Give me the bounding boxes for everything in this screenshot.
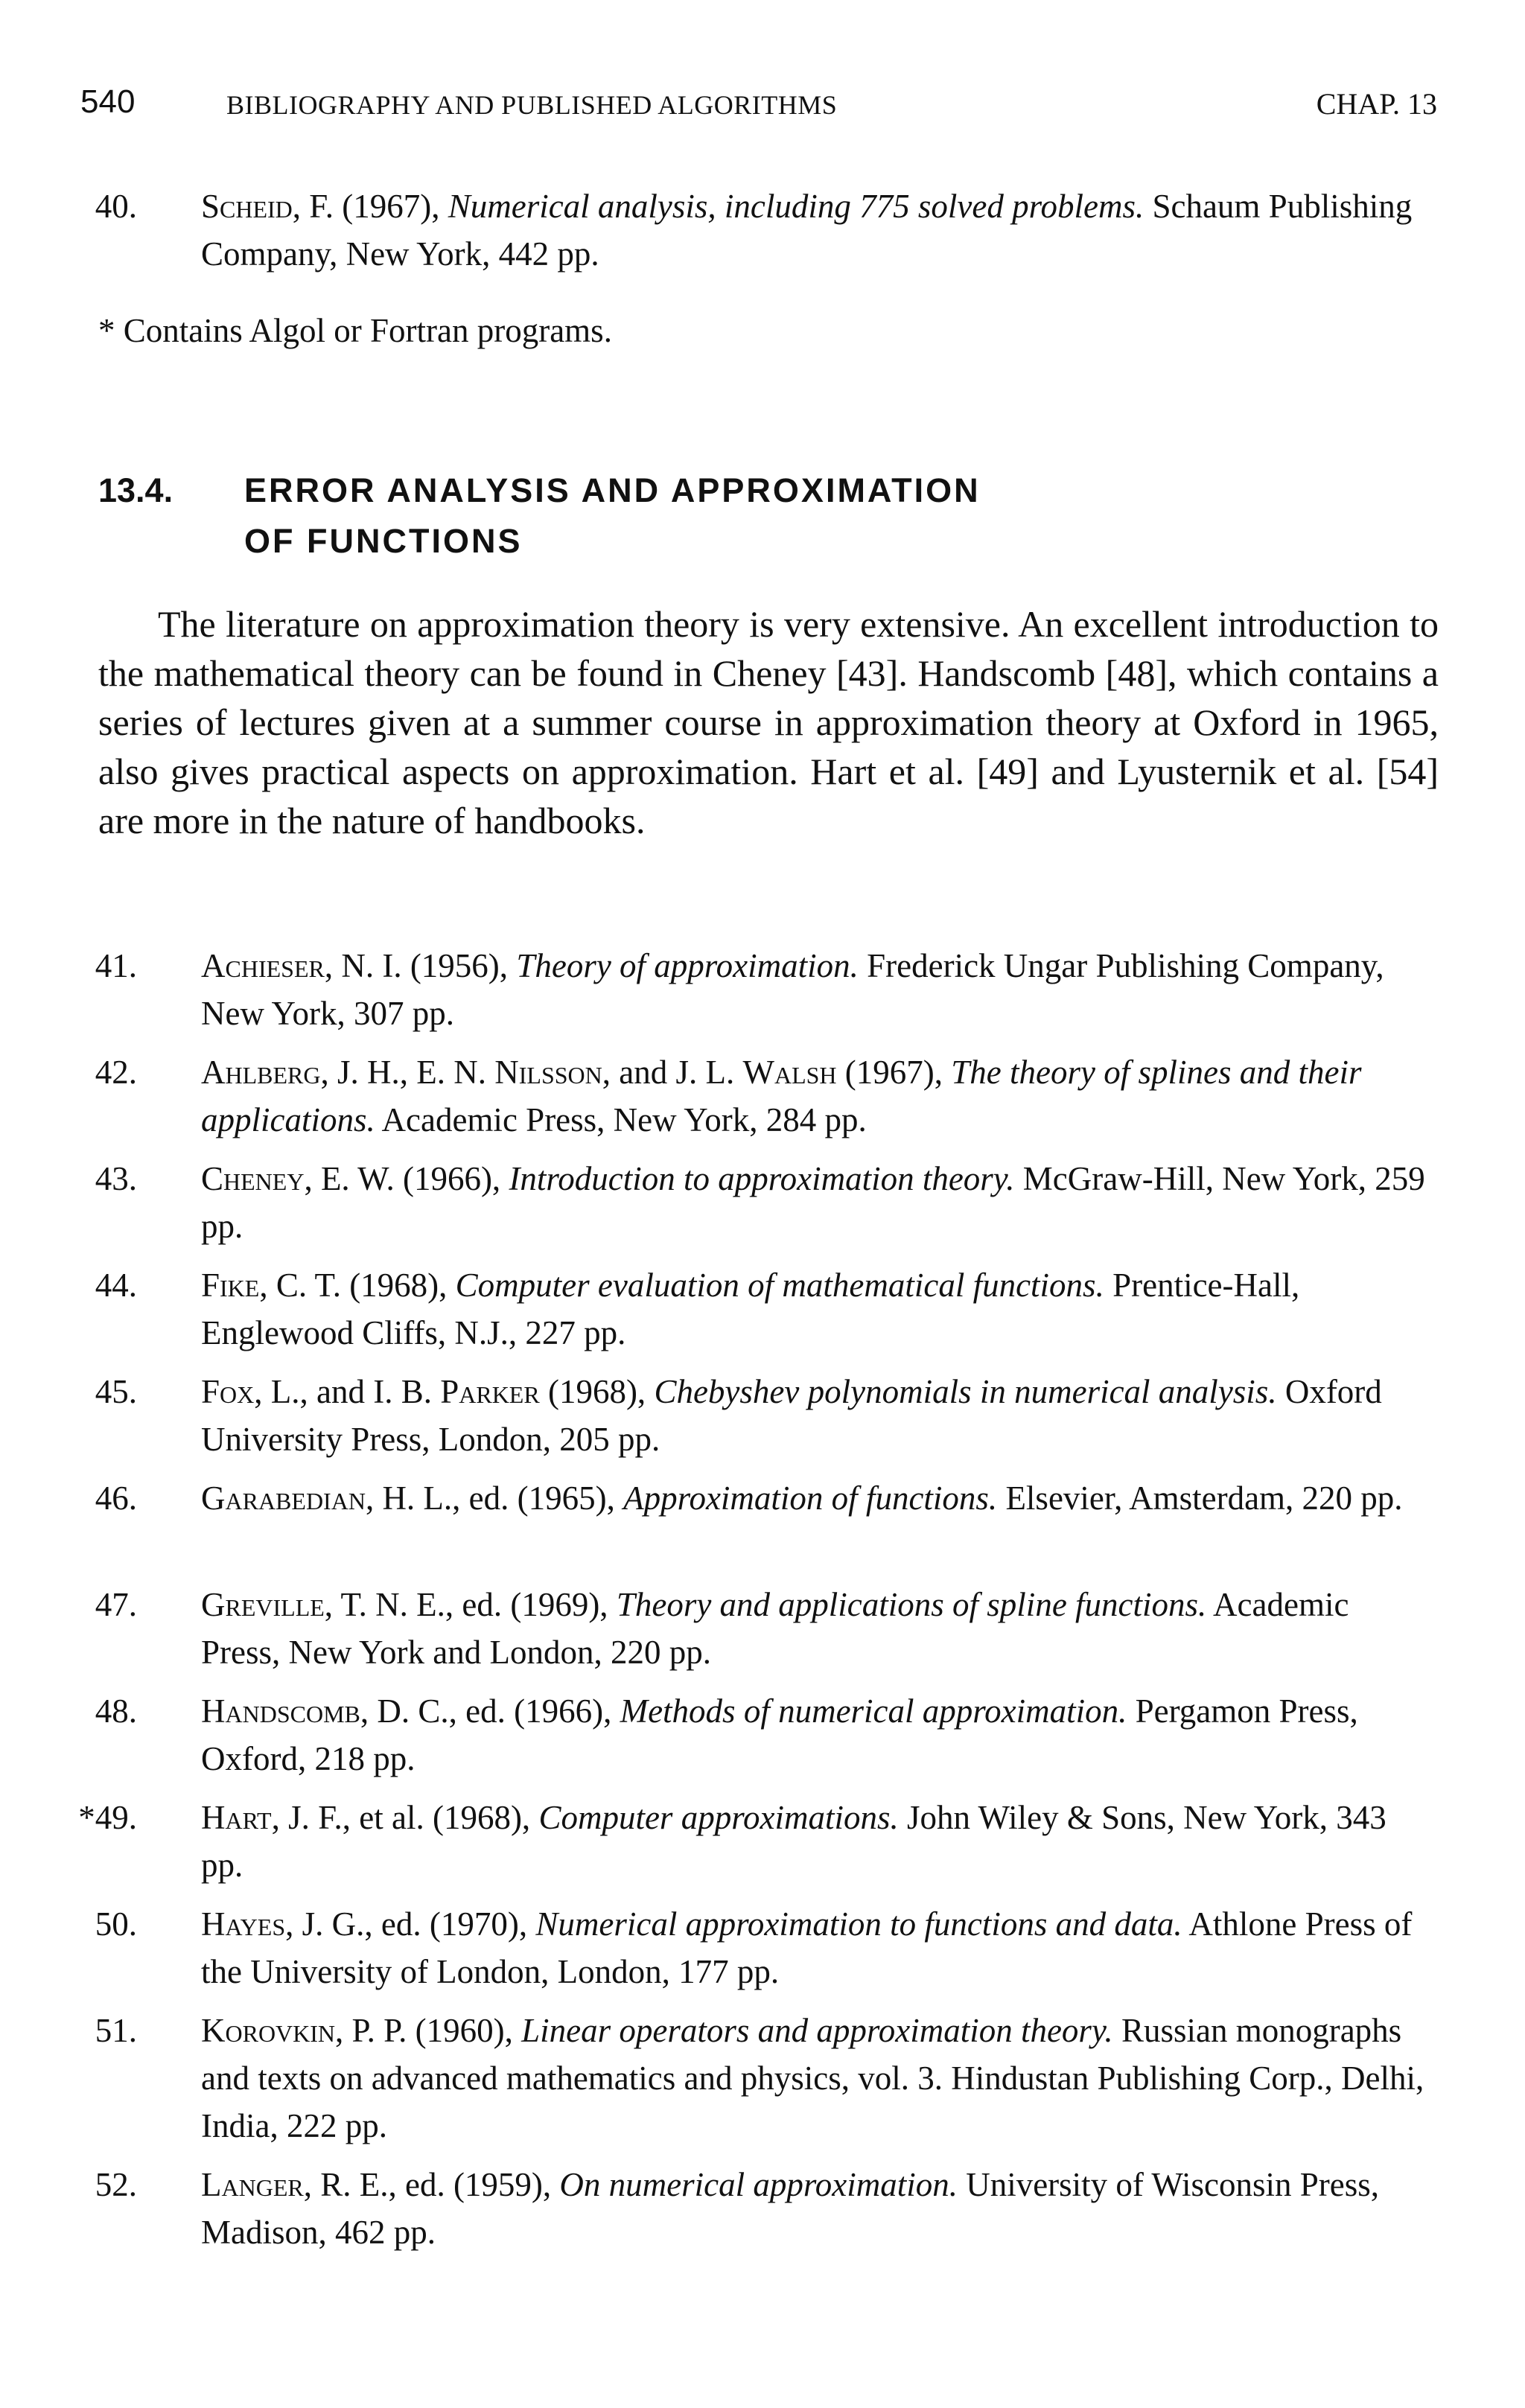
reference-48 <box>63 1687 1433 1783</box>
reference-text: Handscomb, D. C., ed. (1966), Methods of numerical approximation. Pergamon Press, Oxford, 218 pp. <box>201 1692 1358 1777</box>
reference-number: 41. <box>95 947 137 984</box>
reference-title: Methods of numerical approximation. <box>620 1692 1127 1730</box>
section-number: 13.4. <box>98 471 173 509</box>
reference-title: Theory of approximation. <box>516 947 859 984</box>
reference-text: Ahlberg, J. H., E. N. Nilsson, and J. L. Walsh (1967), The theory of splines and their applications. Academic Press, New York, 284 pp. <box>201 1054 1362 1138</box>
reference-title: Computer approximations. <box>538 1799 899 1836</box>
reference-47 <box>63 1581 1433 1676</box>
reference-number: 52. <box>95 2166 137 2203</box>
reference-42 <box>63 1048 1433 1144</box>
reference-author: Hayes <box>201 1905 286 1943</box>
reference-author: Walsh <box>742 1054 837 1091</box>
chapter-label: CHAP. 13 <box>1316 87 1437 121</box>
reference-43 <box>63 1155 1433 1250</box>
section-heading <box>98 465 1439 567</box>
reference-text: Korovkin, P. P. (1960), Linear operators and approximation theory. Russian monographs and texts on advanced mathematics and physics, vol. 3. Hindustan Publishing Corp., Delhi, India, 222 pp. <box>201 2012 1424 2144</box>
reference-author: Korovkin <box>201 2012 336 2049</box>
reference-number: 51. <box>95 2012 137 2049</box>
reference-author: Langer <box>201 2166 304 2203</box>
reference-45 <box>63 1368 1433 1463</box>
reference-41 <box>63 942 1433 1037</box>
page-header <box>80 83 1437 136</box>
reference-text: Achieser, N. I. (1956), Theory of approximation. Frederick Ungar Publishing Company, New York, 307 pp. <box>201 947 1384 1032</box>
reference-51 <box>63 2007 1433 2150</box>
reference-title: Introduction to approximation theory. <box>509 1160 1015 1197</box>
reference-text: Hayes, J. G., ed. (1970), Numerical approximation to functions and data. Athlone Press of the University of London, London, 177 pp. <box>201 1905 1413 1990</box>
reference-text: Scheid, F. (1967), Numerical analysis, including 775 solved problems. Schaum Publishing Company, New York, 442 pp. <box>201 188 1413 273</box>
reference-author: Nilsson <box>494 1054 602 1091</box>
reference-title: Chebyshev polynomials in numerical analysis. <box>654 1373 1277 1410</box>
reference-number: 48. <box>95 1692 137 1730</box>
reference-44 <box>63 1261 1433 1357</box>
reference-text: Garabedian, H. L., ed. (1965), Approximation of functions. Elsevier, Amsterdam, 220 pp. <box>201 1479 1403 1517</box>
reference-author: Fike <box>201 1267 260 1304</box>
reference-text: Cheney, E. W. (1966), Introduction to approximation theory. McGraw-Hill, New York, 259 pp. <box>201 1160 1425 1245</box>
reference-author: Greville <box>201 1586 325 1623</box>
reference-title: The theory of splines and their applications. <box>201 1054 1362 1138</box>
reference-author: Handscomb <box>201 1692 360 1730</box>
reference-number: 42. <box>95 1054 137 1091</box>
reference-number: 43. <box>95 1160 137 1197</box>
reference-50 <box>63 1900 1433 1995</box>
reference-title: Numerical approximation to functions and data. <box>535 1905 1182 1943</box>
reference-49 <box>63 1794 1433 1889</box>
reference-number: 46. <box>95 1479 137 1517</box>
reference-number: 45. <box>95 1373 137 1410</box>
reference-author: Scheid <box>201 188 293 225</box>
reference-author: Parker <box>440 1373 540 1410</box>
reference-author: Achieser <box>201 947 325 984</box>
section-title-line2: OF FUNCTIONS <box>244 522 523 560</box>
intro-paragraph: The literature on approximation theory is very extensive. An excellent introduction to the mathematical theory can be found in Cheney [43]. Handscomb [48], which contains a series of lectures given at a summer course in approximation theory at Oxford in 1965, also gives practical aspects on approximation. Hart et al. [49] and Lyusternik et al. [54] are more in the nature of handbooks. <box>98 603 1439 841</box>
reference-title: Computer evaluation of mathematical functions. <box>455 1267 1104 1304</box>
reference-author: Garabedian <box>201 1479 366 1517</box>
page-number: 540 <box>80 83 136 120</box>
reference-number: 50. <box>95 1905 137 1943</box>
reference-title: Numerical analysis, including 775 solved problems. <box>448 188 1144 225</box>
reference-number: 47. <box>95 1586 137 1623</box>
reference-number: 40. <box>95 188 137 225</box>
reference-number: *49. <box>78 1799 137 1836</box>
reference-author: Fox <box>201 1373 255 1410</box>
reference-title: Approximation of functions. <box>623 1479 998 1517</box>
reference-author: Ahlberg <box>201 1054 321 1091</box>
footnote: * Contains Algol or Fortran programs. <box>98 312 612 349</box>
reference-text: Langer, R. E., ed. (1959), On numerical approximation. University of Wisconsin Press, Madison, 462 pp. <box>201 2166 1380 2251</box>
reference-40 <box>63 182 1433 278</box>
reference-text: Greville, T. N. E., ed. (1969), Theory and applications of spline functions. Academic Press, New York and London, 220 pp. <box>201 1586 1349 1671</box>
reference-title: On numerical approximation. <box>559 2166 958 2203</box>
section-title-line1: ERROR ANALYSIS AND APPROXIMATION <box>244 471 981 509</box>
reference-52 <box>63 2161 1433 2256</box>
reference-author: Cheney <box>201 1160 305 1197</box>
reference-title: Theory and applications of spline functions. <box>616 1586 1207 1623</box>
reference-author: Hart <box>201 1799 272 1836</box>
reference-text: Hart, J. F., et al. (1968), Computer approximations. John Wiley & Sons, New York, 343 pp. <box>201 1799 1386 1884</box>
reference-number: 44. <box>95 1267 137 1304</box>
reference-text: Fox, L., and I. B. Parker (1968), Chebyshev polynomials in numerical analysis. Oxford University Press, London, 205 pp. <box>201 1373 1382 1458</box>
reference-text: Fike, C. T. (1968), Computer evaluation of mathematical functions. Prentice-Hall, Englewood Cliffs, N.J., 227 pp. <box>201 1267 1300 1351</box>
reference-46 <box>63 1474 1433 1522</box>
reference-title: Linear operators and approximation theory. <box>521 2012 1113 2049</box>
running-title: BIBLIOGRAPHY AND PUBLISHED ALGORITHMS <box>226 90 838 120</box>
